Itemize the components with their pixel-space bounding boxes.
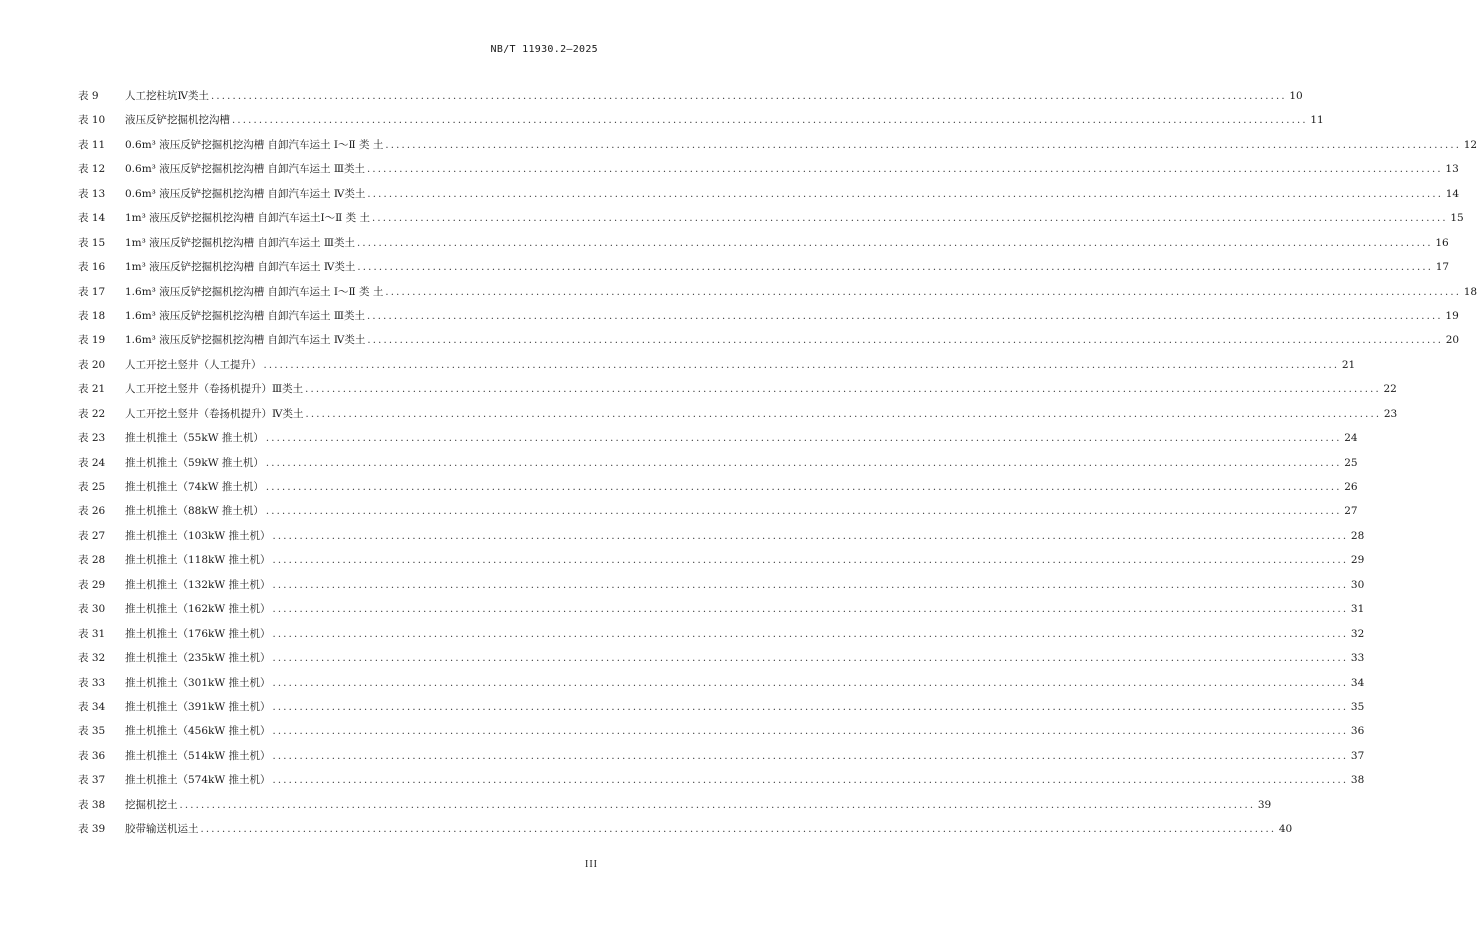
toc-table-number: 表 19 [78, 334, 106, 347]
toc-table-number: 表 37 [78, 774, 106, 787]
toc-entry[interactable] [78, 451, 1358, 475]
toc-page-number: 40 [1278, 823, 1293, 836]
toc-entry-title: 推土机推土（176kW 推土机） [125, 627, 271, 640]
toc-dot-leader: ........................................................................................................................................................................................................ [272, 530, 1349, 542]
toc-entry-title: 液压反铲挖掘机挖沟槽 [125, 114, 230, 127]
toc-page-number: 38 [1350, 774, 1365, 787]
toc-entry-title: 推土机推土（574kW 推土机） [125, 774, 271, 787]
toc-page-number: 34 [1350, 676, 1365, 689]
toc-entry-title: 推土机推土（59kW 推土机） [125, 456, 264, 469]
toc-dot-leader: ........................................................................................................................................................................................................ [367, 164, 1443, 176]
toc-table-number: 表 14 [78, 212, 106, 225]
toc-entry[interactable] [78, 108, 1324, 132]
toc-entry-title: 推土机推土（162kW 推土机） [125, 603, 271, 616]
toc-entry[interactable] [78, 695, 1365, 719]
toc-table-number: 表 25 [78, 481, 106, 493]
toc-entry[interactable] [78, 768, 1365, 792]
document-number-header: NB/T 11930.2—2025 [490, 44, 598, 55]
toc-page-number: 30 [1350, 578, 1365, 591]
toc-table-number: 表 22 [78, 407, 106, 420]
toc-table-number: 表 30 [78, 603, 106, 616]
toc-table-number: 表 34 [78, 700, 106, 713]
toc-entry[interactable] [78, 524, 1365, 548]
toc-page-number: 25 [1344, 456, 1358, 469]
toc-page-number: 26 [1344, 481, 1358, 493]
toc-entry[interactable] [78, 426, 1358, 450]
toc-entry-title: 人工开挖土竖井（人工提升） [125, 358, 262, 371]
toc-table-number: 表 9 [78, 90, 99, 102]
toc-page-number: 20 [1445, 334, 1460, 347]
toc-entry[interactable] [78, 84, 1303, 108]
toc-entry-title: 1m³ 液压反铲挖掘机挖沟槽 自卸汽车运土Ⅰ～Ⅱ 类 土 [125, 212, 370, 225]
toc-dot-leader: ........................................................................................................................................................................................................ [272, 628, 1349, 640]
toc-dot-leader: ........................................................................................................................................................................................................ [367, 188, 1444, 200]
toc-dot-leader: ........................................................................................................................................................................................................ [200, 824, 1277, 836]
toc-entry[interactable] [78, 255, 1450, 279]
toc-entry[interactable] [78, 671, 1365, 695]
toc-dot-leader: ........................................................................................................................................................................................................ [371, 213, 1448, 225]
toc-page-number: 14 [1445, 187, 1460, 200]
toc-table-number: 表 23 [78, 432, 106, 445]
toc-dot-leader: ........................................................................................................................................................................................................ [211, 91, 1287, 102]
toc-page-number: 27 [1344, 505, 1358, 518]
toc-entry[interactable] [78, 499, 1358, 523]
toc-entry-title: 推土机推土（456kW 推土机） [125, 725, 271, 738]
toc-table-number: 表 27 [78, 529, 106, 542]
page-number-footer: III [585, 859, 598, 870]
toc-dot-leader: ........................................................................................................................................................................................................ [179, 799, 1256, 811]
toc-dot-leader: ........................................................................................................................................................................................................ [265, 433, 1342, 445]
toc-page-number: 35 [1350, 700, 1365, 713]
toc-table-number: 表 12 [78, 163, 106, 176]
toc-page-number: 24 [1344, 432, 1358, 445]
toc-entry[interactable] [78, 353, 1356, 377]
toc-entry-title: 1m³ 液压反铲挖掘机挖沟槽 自卸汽车运土 Ⅳ类土 [125, 261, 356, 274]
toc-table-number: 表 39 [78, 823, 106, 836]
toc-page-number: 13 [1445, 163, 1459, 176]
toc-entry[interactable] [78, 793, 1272, 817]
toc-entry[interactable] [78, 377, 1397, 401]
toc-page-number: 36 [1350, 725, 1365, 738]
toc-entry-title: 0.6m³ 液压反铲挖掘机挖沟槽 自卸汽车运土 Ⅳ类土 [125, 187, 366, 200]
toc-dot-leader: ........................................................................................................................................................................................................ [265, 506, 1342, 518]
toc-entry-title: 推土机推土（103kW 推土机） [125, 529, 271, 542]
toc-table-number: 表 17 [78, 285, 106, 298]
toc-page-number: 32 [1350, 627, 1365, 640]
toc-entry-title: 推土机推土（88kW 推土机） [125, 505, 264, 518]
toc-page-number: 23 [1383, 407, 1398, 420]
toc-table-number: 表 21 [78, 383, 106, 396]
toc-page-number: 11 [1310, 114, 1324, 127]
toc-entry[interactable] [78, 402, 1398, 426]
toc-entry-title: 推土机推土（301kW 推土机） [125, 676, 271, 689]
toc-table-number: 表 31 [78, 627, 106, 640]
toc-dot-leader: ........................................................................................................................................................................................................ [272, 653, 1349, 665]
toc-dot-leader: ........................................................................................................................................................................................................ [356, 237, 1433, 249]
toc-dot-leader: ........................................................................................................................................................................................................ [385, 286, 1462, 298]
toc-entry[interactable] [78, 817, 1293, 841]
toc-dot-leader: ........................................................................................................................................................................................................ [305, 408, 1382, 420]
toc-page-number: 12 [1463, 138, 1477, 151]
toc-dot-leader: ........................................................................................................................................................................................................ [272, 579, 1349, 591]
toc-entry-title: 推土机推土（514kW 推土机） [125, 749, 271, 762]
toc-entry[interactable] [78, 157, 1459, 181]
toc-table-number: 表 33 [78, 676, 106, 689]
toc-page-number: 10 [1289, 90, 1303, 102]
toc-dot-leader: ........................................................................................................................................................................................................ [272, 775, 1349, 787]
toc-dot-leader: ........................................................................................................................................................................................................ [265, 482, 1342, 493]
toc-dot-leader: ........................................................................................................................................................................................................ [272, 701, 1349, 713]
toc-dot-leader: ........................................................................................................................................................................................................ [272, 604, 1349, 616]
toc-entry[interactable] [78, 328, 1460, 352]
toc-entry[interactable] [78, 182, 1460, 206]
toc-page-number: 22 [1383, 383, 1397, 396]
toc-entry[interactable] [78, 719, 1365, 743]
toc-entry-title: 0.6m³ 液压反铲挖掘机挖沟槽 自卸汽车运土 Ⅰ～Ⅱ 类 土 [125, 138, 384, 151]
toc-entry[interactable] [78, 646, 1365, 670]
toc-dot-leader: ........................................................................................................................................................................................................ [357, 262, 1434, 274]
toc-page-number: 29 [1350, 554, 1365, 567]
toc-entry[interactable] [78, 231, 1449, 255]
toc-dot-leader: ........................................................................................................................................................................................................ [272, 555, 1349, 567]
toc-dot-leader: ........................................................................................................................................................................................................ [272, 677, 1349, 689]
toc-dot-leader: ........................................................................................................................................................................................................ [367, 335, 1444, 347]
toc-entry-title: 推土机推土（118kW 推土机） [125, 554, 271, 567]
toc-dot-leader: ........................................................................................................................................................................................................ [272, 750, 1349, 762]
toc-table-number: 表 28 [78, 554, 106, 567]
toc-entry[interactable] [78, 133, 1477, 157]
toc-page-number: 28 [1350, 529, 1365, 542]
toc-table-number: 表 38 [78, 798, 106, 811]
toc-entry-title: 1.6m³ 液压反铲挖掘机挖沟槽 自卸汽车运土 Ⅰ～Ⅱ 类 土 [125, 285, 384, 298]
toc-entry-title: 人工开挖土竖井（卷扬机提升）Ⅳ类土 [125, 407, 304, 420]
toc-page-number: 17 [1435, 261, 1450, 274]
toc-entry-title: 挖掘机挖土 [125, 798, 178, 811]
toc-entry[interactable] [78, 597, 1365, 621]
toc-table-number: 表 24 [78, 456, 106, 469]
toc-table-number: 表 11 [78, 138, 106, 151]
toc-entry-title: 胶带输送机运土 [125, 823, 199, 836]
toc-entry-title: 0.6m³ 液压反铲挖掘机挖沟槽 自卸汽车运土 Ⅲ类土 [125, 163, 366, 176]
toc-dot-leader: ........................................................................................................................................................................................................ [265, 457, 1342, 469]
toc-entry[interactable] [78, 744, 1365, 768]
toc-table-number: 表 32 [78, 652, 106, 665]
toc-table-number: 表 10 [78, 114, 106, 127]
toc-entry-title: 推土机推土（391kW 推土机） [125, 700, 271, 713]
toc-dot-leader: ........................................................................................................................................................................................................ [263, 359, 1340, 371]
toc-entry[interactable] [78, 573, 1365, 597]
toc-page-number: 19 [1445, 309, 1459, 322]
toc-page-number: 31 [1350, 603, 1365, 616]
toc-page-number: 18 [1463, 285, 1477, 298]
toc-page-number: 37 [1350, 749, 1365, 762]
toc-entry[interactable] [78, 304, 1459, 328]
toc-entry[interactable] [78, 622, 1365, 646]
toc-entry-title: 人工挖柱坑Ⅳ类土 [125, 90, 209, 102]
toc-entry[interactable] [78, 280, 1477, 304]
toc-page-number: 33 [1350, 652, 1365, 665]
toc-entry[interactable] [78, 206, 1464, 230]
toc-page-number: 16 [1435, 236, 1449, 249]
toc-dot-leader: ........................................................................................................................................................................................................ [385, 139, 1462, 151]
toc-table-number: 表 20 [78, 358, 106, 371]
toc-dot-leader: ........................................................................................................................................................................................................ [305, 384, 1381, 396]
toc-table-number: 表 16 [78, 261, 106, 274]
toc-table-number: 表 29 [78, 578, 106, 591]
toc-page-number: 39 [1257, 798, 1272, 811]
toc-entry-title: 1.6m³ 液压反铲挖掘机挖沟槽 自卸汽车运土 Ⅲ类土 [125, 309, 366, 322]
toc-entry-title: 1.6m³ 液压反铲挖掘机挖沟槽 自卸汽车运土 Ⅳ类土 [125, 334, 366, 347]
table-of-contents [78, 84, 1477, 842]
toc-entry-title: 推土机推土（74kW 推土机） [125, 481, 264, 493]
toc-dot-leader: ........................................................................................................................................................................................................ [272, 726, 1349, 738]
toc-table-number: 表 36 [78, 749, 106, 762]
toc-entry-title: 推土机推土（132kW 推土机） [125, 578, 271, 591]
toc-table-number: 表 15 [78, 236, 106, 249]
toc-entry[interactable] [78, 475, 1358, 499]
toc-table-number: 表 18 [78, 309, 106, 322]
toc-entry-title: 1m³ 液压反铲挖掘机挖沟槽 自卸汽车运土 Ⅲ类土 [125, 236, 355, 249]
toc-entry-title: 推土机推土（55kW 推土机） [125, 432, 264, 445]
toc-entry-title: 人工开挖土竖井（卷扬机提升）Ⅲ类土 [125, 383, 304, 396]
toc-table-number: 表 13 [78, 187, 106, 200]
toc-page-number: 21 [1341, 358, 1356, 371]
toc-entry[interactable] [78, 548, 1365, 572]
toc-entry-title: 推土机推土（235kW 推土机） [125, 652, 271, 665]
toc-page-number: 15 [1450, 212, 1464, 225]
toc-table-number: 表 26 [78, 505, 106, 518]
toc-table-number: 表 35 [78, 725, 106, 738]
toc-dot-leader: ........................................................................................................................................................................................................ [232, 115, 1308, 127]
toc-dot-leader: ........................................................................................................................................................................................................ [367, 310, 1443, 322]
